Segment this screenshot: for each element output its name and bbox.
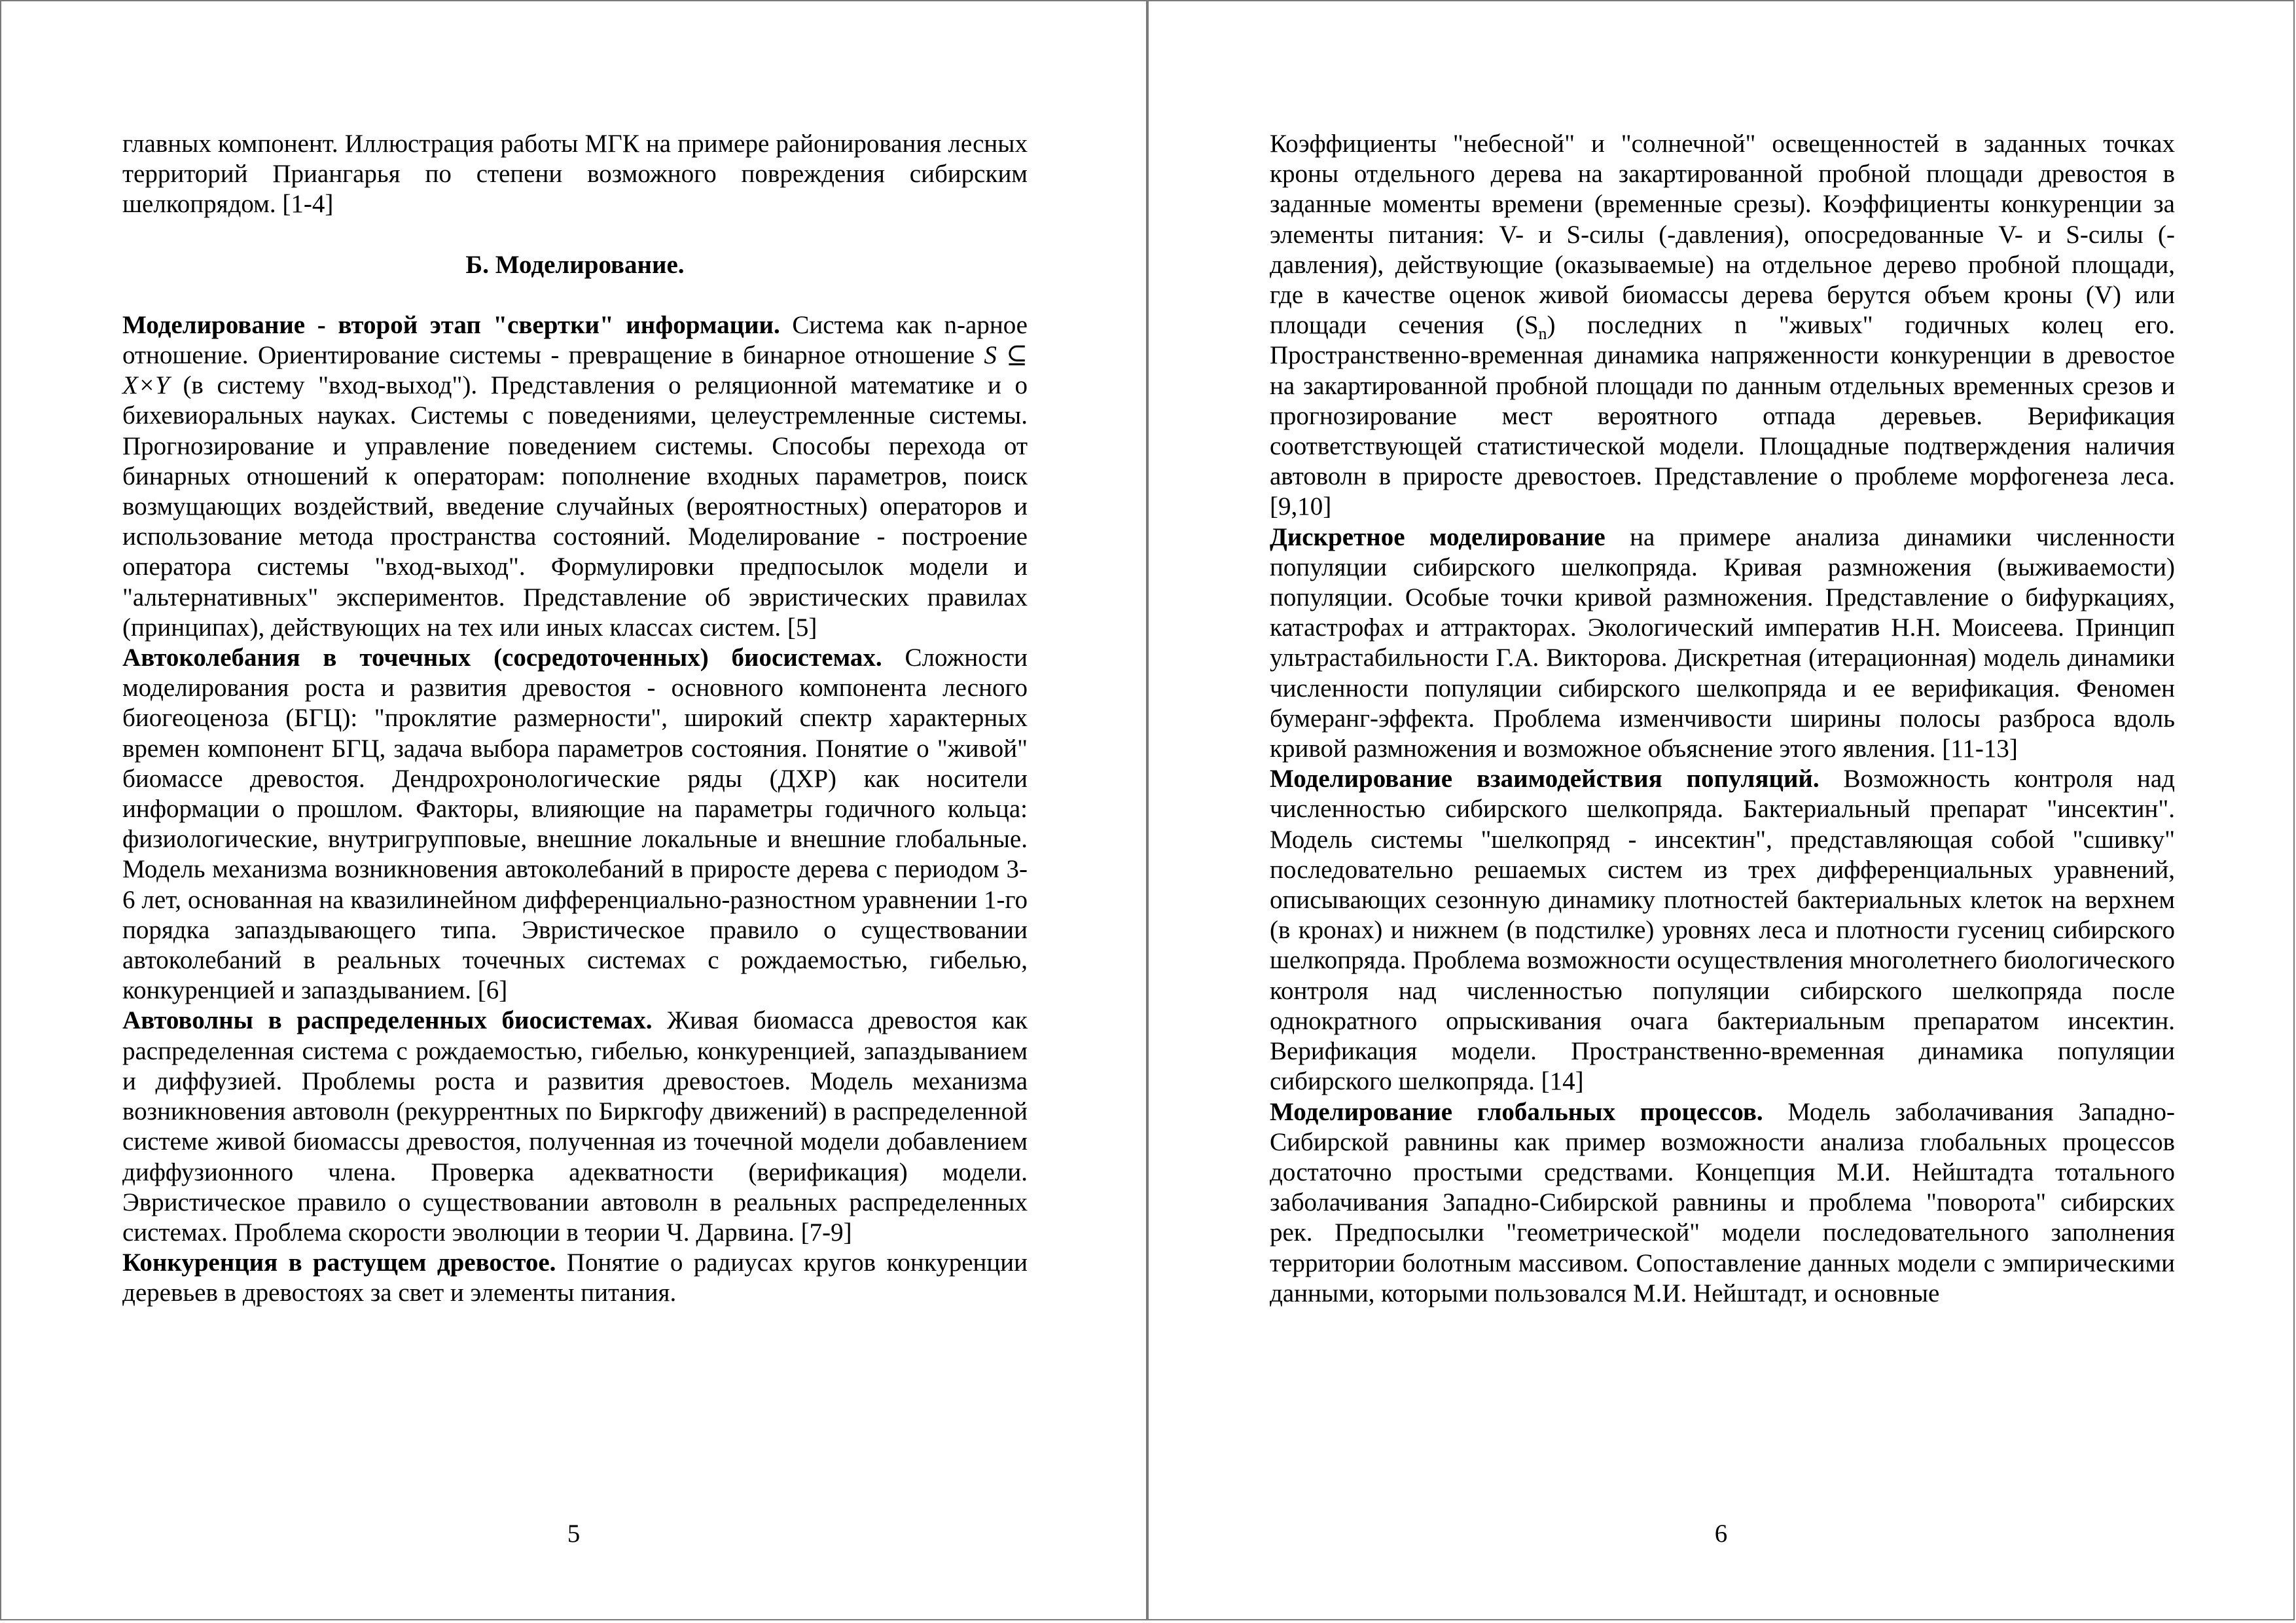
paragraph-heading: Моделирование глобальных процессов.: [1270, 1097, 1763, 1126]
paragraph-heading: Моделирование взаимодействия популяций.: [1270, 765, 1820, 793]
page-number: 5: [567, 1520, 581, 1548]
paragraph-heading: Автоколебания в точечных (сосредоточенных) биосистемах.: [122, 644, 882, 672]
paragraph-heading: Моделирование - второй этап "свертки" информации.: [122, 310, 780, 339]
page-left: [0, 0, 1147, 1620]
paragraph-text: (в систему "вход-выход"). Представления о реляционной математике и о бихевиоральных науках. Системы с поведениями, целеустремленные системы. Прогнозирование и управление поведением системы. Способы перехода от бинарных отношений к операторам: пополнение входных параметров, поиск возмущающих воздействий, введение случайных (вероятностных) операторов и использование метода пространства состояний. Моделирование - построение оператора системы "вход-выход". Формулировки предпосылок модели и "альтернативных" экспериментов. Представление об эвристических правилах (принципах), действующих на тех или иных классах систем. [5]: [122, 371, 1028, 642]
paragraph-modeling: [122, 310, 1028, 643]
paragraph-global-processes: [1270, 1097, 2175, 1309]
text-column-left: [122, 129, 1028, 1309]
intro-paragraph: [1270, 129, 2175, 522]
paragraph-text: ) последних n "живых" годичных колец его. Пространственно-временная динамика напряженности конкуренции в древостое на закартированной пробной площади по данным отдельных временных срезов и прогнозирование мест вероятного отпада деревьев. Верификация соответствующей статистической модели. Площадные подтверждения наличия автоволн в приросте древостоев. Представление о проблеме морфогенеза леса. [9,10]: [1270, 311, 2176, 521]
subscript: n: [1538, 324, 1547, 344]
paragraph-population-interaction: [1270, 764, 2175, 1097]
paragraph-text: Сложности моделирования роста и развития древостоя - основного компонента лесного биогеоценоза (БГЦ): "проклятие размерности", широкий спектр характерных времен компонент БГЦ, задача выбора параметров состояния. Понятие о "живой" биомассе древостоя. Дендрохронологические ряды (ДХР) как носители информации о прошлом. Факторы, влияющие на параметры годичного кольца: физиологические, внутригрупповые, внешние локальные и внешние глобальные. Модель механизма возникновения автоколебаний в приросте дерева с периодом 3-6 лет, основанная на квазилинейном дифференциально-разностном уравнении 1-го порядка запаздывающего типа. Эвристическое правило о существовании автоколебаний в реальных точечных системах с рождаемостью, гибелью, конкуренцией и запаздыванием. [6]: [122, 644, 1028, 1005]
math-formula: S ⊆ X×Y: [122, 341, 1028, 400]
text-column-right: [1270, 129, 2175, 1309]
intro-paragraph: главных компонент. Иллюстрация работы МГК на примере районирования лесных территорий Приангарья по степени возможного повреждения сибирским шелкопрядом. [1-4]: [122, 130, 1028, 219]
paragraph-autowaves: [122, 1006, 1028, 1248]
paragraph-competition: [122, 1248, 1028, 1308]
paragraph-text: Модель заболачивания Западно-Сибирской равнины как пример возможности анализа глобальных процессов достаточно простыми средствами. Концепция М.И. Нейштадта тотального заболачивания Западно-Сибирской равнины и проблема "поворота" сибирских рек. Предпосылки "геометрической" модели последовательного заполнения территории болотным массивом. Сопоставление данных модели с эмпирическими данными, которыми пользовался М.И. Нейштадт, и основные: [1270, 1097, 2175, 1307]
paragraph-heading: Конкуренция в растущем древостое.: [122, 1249, 556, 1277]
page-right: [1147, 0, 2295, 1620]
paragraph-discrete-modeling: [1270, 522, 2175, 765]
paragraph-autooscillations: [122, 643, 1028, 1006]
section-title: Б. Моделирование.: [465, 250, 685, 279]
paragraph-text: Живая биомасса древостоя как распределенная система с рождаемостью, гибелью, конкуренцией, запаздыванием и диффузией. Проблемы роста и развития древостоев. Модель механизма возникновения автоволн (рекуррентных по Биркгофу движений) в распределенной системе живой биомассы древостоя, полученная из точечной модели добавлением диффузионного члена. Проверка адекватности (верификация) модели. Эвристическое правило о существовании автоволн в реальных распределенных системах. Проблема скорости эволюции в теории Ч. Дарвина. [7-9]: [122, 1006, 1028, 1247]
paragraph-text: Коэффициенты "небесной" и "солнечной" освещенностей в заданных точках кроны отдельного дерева на закартированной пробной площади древостоя в заданные моменты времени (временные срезы). Коэффициенты конкуренции за элементы питания: V- и S-силы (-давления), опосредованные V- и S-силы (-давления), действующие (оказываемые) на отдельное дерево пробной площади, где в качестве оценок живой биомассы дерева берутся объем кроны (V) или площади сечения (S: [1270, 130, 2175, 340]
paragraph-text: Понятие о радиусах кругов конкуренции деревьев в древостоях за свет и элементы питания.: [122, 1249, 1028, 1307]
paragraph-heading: Дискретное моделирование: [1270, 522, 1605, 551]
paragraph-text: Система как n-арное отношение. Ориентирование системы - превращение в бинарное отношение: [122, 310, 1028, 370]
paragraph-text: на примере анализа динамики численности популяции сибирского шелкопряда. Кривая размножения (выживаемости) популяции. Особые точки кривой размножения. Представление о бифуркациях, катастрофах и аттракторах. Экологический императив Н.Н. Моисеева. Принцип ультрастабильности Г.А. Викторова. Дискретная (итерационная) модель динамики численности популяции сибирского шелкопряда и ее верификация. Феномен бумеранг-эффекта. Проблема изменчивости ширины полосы разброса вдоль кривой размножения и возможное объяснение этого явления. [11-13]: [1270, 522, 2175, 763]
paragraph-heading: Автоволны в распределенных биосистемах.: [122, 1006, 653, 1035]
page-number: 6: [1714, 1520, 1728, 1548]
paragraph-text: Возможность контроля над численностью сибирского шелкопряда. Бактериальный препарат "инсектин". Модель системы "шелкопряд - инсектин", представляющая собой "сшивку" последовательно решаемых систем из трех дифференциальных уравнений, описывающих сезонную динамику плотностей бактериальных клеток на верхнем (в кронах) и нижнем (в подстилке) уровнях леса и плотности гусениц сибирского шелкопряда. Проблема возможности осуществления многолетнего биологического контроля над численностью популяции сибирского шелкопряда после однократного опрыскивания очага бактериальным препаратом инсектин. Верификация модели. Пространственно-временная динамика популяции сибирского шелкопряда. [14]: [1270, 765, 2175, 1096]
